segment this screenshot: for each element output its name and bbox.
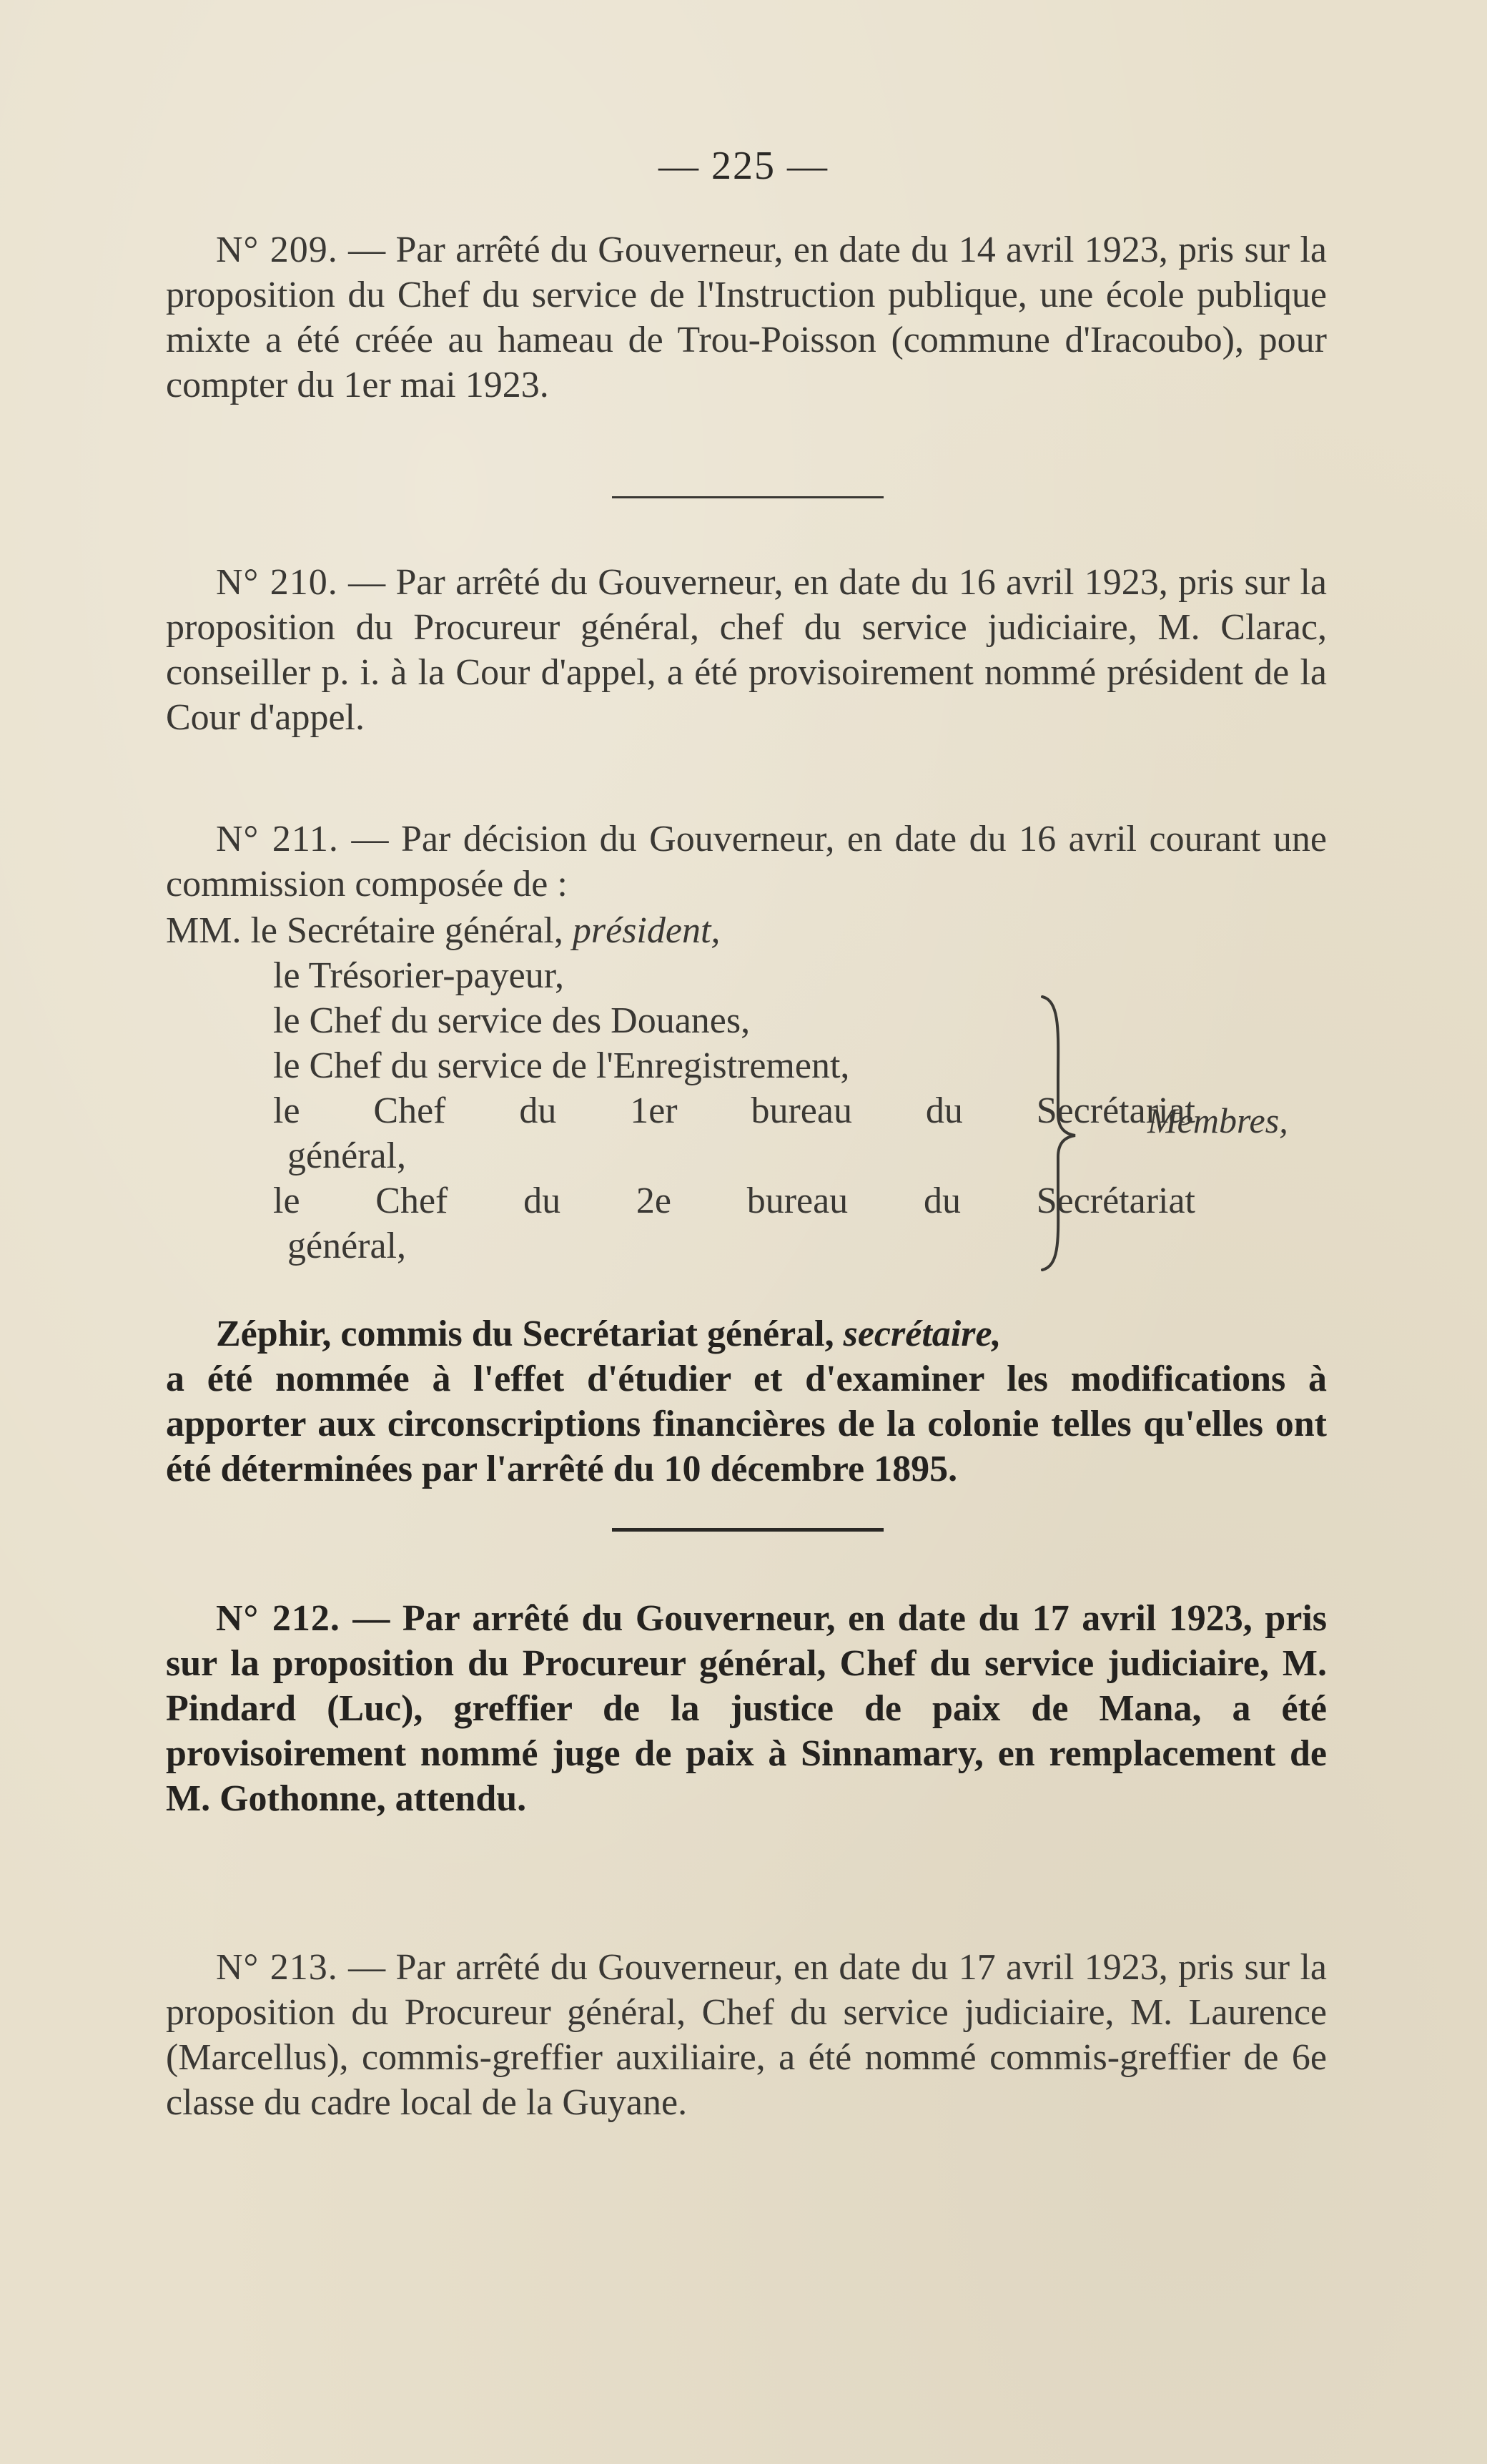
page-number: — 225 — [658, 144, 829, 188]
right-brace-icon [1037, 994, 1080, 1273]
separator-rule [612, 1528, 884, 1532]
entry-number: N° 209. [216, 230, 338, 270]
entry-text: — Par arrêté du Gouverneur, en date du 16 avril 1923, pris sur la proposition du Procureur général, chef du service judiciaire, M. Clarac, conseiller p. i. à la Cour d'appel, a été provisoirement nommé président de la Cour d'appel. [166, 562, 1327, 738]
entry-213 [166, 1945, 1327, 2125]
member-item: général, [287, 1135, 407, 1176]
entry-211 [166, 817, 1327, 907]
member-item: général, [287, 1226, 407, 1266]
secretary-role: secrétaire, [843, 1314, 1002, 1354]
entry-210 [166, 560, 1327, 740]
entry-211-conclusion [166, 1311, 1327, 1492]
entry-number: N° 210. [216, 562, 338, 603]
entry-text: — Par arrêté du Gouverneur, en date du 17 avril 1923, pris sur la proposition du Procureur général, Chef du service judiciaire, M. Pindard (Luc), greffier de la justice de paix de Mana, a été provisoirement nommé juge de paix à Sinnamary, en remplacement de M. Gothonne, attendu. [166, 1598, 1327, 1819]
member-item: le Chef du service de l'Enregistrement, [273, 1045, 850, 1086]
member-item: le Chef du 2e bureau du Secrétariat [273, 1181, 1195, 1221]
entry-intro: — Par décision du Gouverneur, en date du 16 avril courant une commission composée de : [166, 819, 1328, 905]
secretary-name: Zéphir, commis du Secrétariat général, [216, 1314, 834, 1354]
membres-label: Membres, [1147, 1100, 1288, 1140]
entry-209 [166, 227, 1327, 408]
member-item: le Chef du service des Douanes, [273, 1000, 751, 1041]
commission-members [166, 908, 1327, 1268]
president-role: président, [572, 910, 721, 951]
mm-label: MM. [166, 910, 242, 951]
entry-text: — Par arrêté du Gouverneur, en date du 17 avril 1923, pris sur la proposition du Procureur général, Chef du service judiciaire, M. Laurence (Marcellus), commis-greffier auxiliaire, a été nommé commis-greffier de 6e classe du cadre local de la Guyane. [166, 1947, 1327, 2123]
entry-text: — Par arrêté du Gouverneur, en date du 14 avril 1923, pris sur la proposition du Chef du service de l'Instruction publique, une école publique mixte a été créée au hameau de Trou-Poisson (commune d'Iracoubo), pour compter du 1er mai 1923. [166, 230, 1327, 405]
member-item: le Chef du 1er bureau du Secrétariat [273, 1090, 1195, 1131]
entry-number: N° 213. [216, 1947, 338, 1988]
president-text: le Secrétaire général, [250, 910, 563, 951]
entry-number: N° 212. [216, 1598, 340, 1639]
separator-rule [612, 496, 884, 498]
entry-number: N° 211. [216, 819, 339, 859]
member-item: le Trésorier-payeur, [273, 955, 564, 996]
entry-212 [166, 1596, 1327, 1821]
entry-conclusion: a été nommée à l'effet d'étudier et d'examiner les modifications à apporter aux circonscriptions financières de la colonie telles qu'elles ont été déterminées par l'arrêté du 10 décembre 1895. [166, 1359, 1327, 1489]
